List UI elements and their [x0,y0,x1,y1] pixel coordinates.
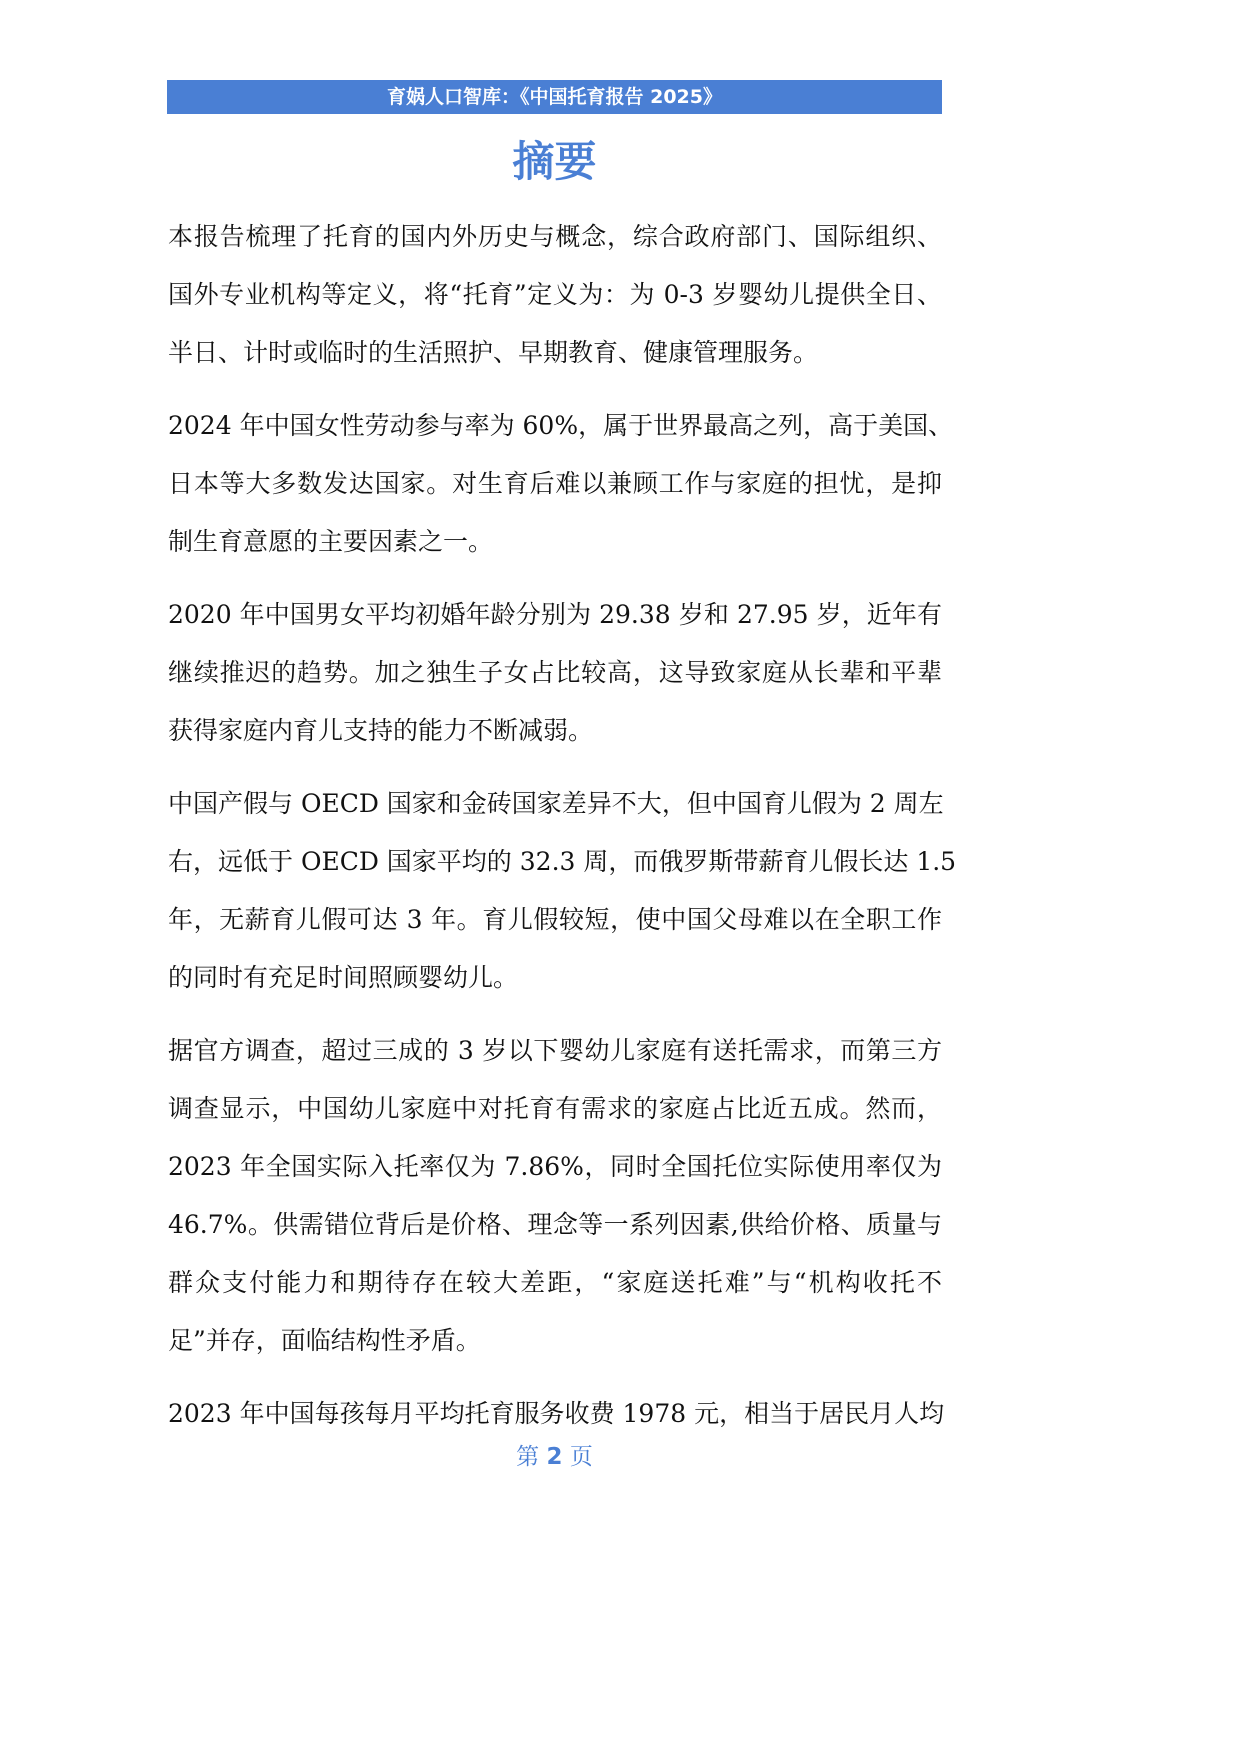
text-line: 46.7%。供需错位背后是价格、理念等一系列因素,供给价格、质量与 [168,1210,942,1239]
text-line: 右，远低于 OECD 国家平均的 32.3 周，而俄罗斯带薪育儿假长达 1.5 [168,847,957,876]
text-line: 继续推迟的趋势。加之独生子女占比较高，这导致家庭从长辈和平辈 [168,658,942,687]
text-line: 的同时有充足时间照顾婴幼儿。 [168,963,519,992]
text-line: 群众支付能力和期待存在较大差距，“家庭送托难”与“机构收托不 [168,1268,942,1297]
text-line: 据官方调查，超过三成的 3 岁以下婴幼儿家庭有送托需求，而第三方 [168,1036,942,1065]
text-line: 2024 年中国女性劳动参与率为 60%，属于世界最高之列，高于美国、 [168,411,954,440]
text-line: 日本等大多数发达国家。对生育后难以兼顾工作与家庭的担忧，是抑 [168,469,942,498]
page-number [167,1440,942,1474]
text-line: 2023 年中国每孩每月平均托育服务收费 1978 元，相当于居民月人均 [168,1399,945,1428]
paragraph-childcare-demand [168,1022,942,1370]
page-number-suffix: 页 [569,1444,593,1470]
paragraph-female-labor [168,397,954,571]
text-line: 2023 年全国实际入托率仅为 7.86%，同时全国托位实际使用率仅为 [168,1152,942,1181]
paragraph-marriage-age [168,586,942,760]
page-title: 摘要 [512,137,597,186]
page-number-prefix: 第 [516,1444,540,1470]
text-line: 年，无薪育儿假可达 3 年。育儿假较短，使中国父母难以在全职工作 [168,905,942,934]
paragraph-childcare-cost [168,1385,945,1443]
text-line: 制生育意愿的主要因素之一。 [168,527,494,556]
page-number-value: 2 [546,1444,563,1470]
text-line: 调查显示，中国幼儿家庭中对托育有需求的家庭占比近五成。然而， [168,1094,942,1123]
document-body [168,208,957,1458]
paragraph-definition [168,208,942,382]
paragraph-parental-leave [168,775,957,1007]
text-line: 中国产假与 OECD 国家和金砖国家差异不大，但中国育儿假为 2 周左 [168,789,944,818]
text-line: 国外专业机构等定义，将“托育”定义为：为 0-3 岁婴幼儿提供全日、 [168,280,942,309]
document-header-bar [167,80,942,114]
text-line: 足”并存，面临结构性矛盾。 [168,1326,481,1355]
text-line: 本报告梳理了托育的国内外历史与概念，综合政府部门、国际组织、 [168,222,942,251]
header-title: 育娲人口智库：《中国托育报告 2025》 [387,86,722,108]
text-line: 半日、计时或临时的生活照护、早期教育、健康管理服务。 [168,338,819,367]
text-line: 2020 年中国男女平均初婚年龄分别为 29.38 岁和 27.95 岁，近年有 [168,600,942,629]
text-line: 获得家庭内育儿支持的能力不断减弱。 [168,716,594,745]
